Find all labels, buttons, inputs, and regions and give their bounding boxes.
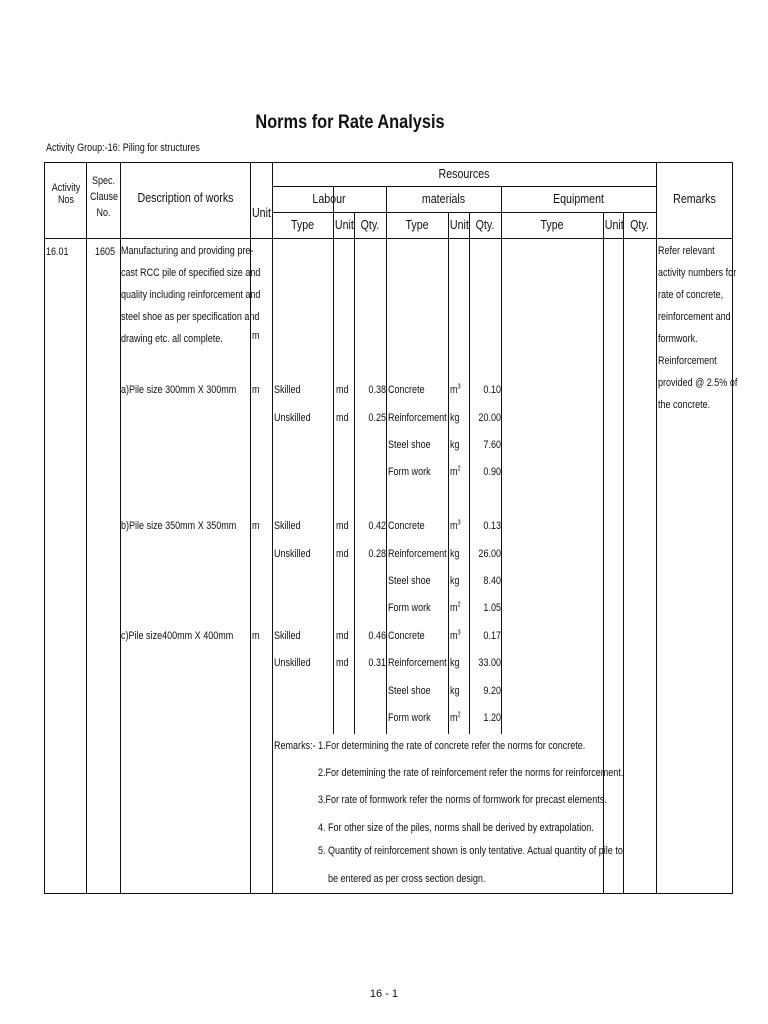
item-unit: m	[252, 520, 260, 532]
labour-type: Skilled	[274, 520, 301, 532]
remarks-line: rate of concrete,	[658, 289, 724, 301]
grid-line	[272, 186, 656, 187]
grid-line	[501, 186, 502, 734]
header-equipment-type: Type	[540, 217, 564, 232]
note-line: 5. Quantity of reinforcement shown is only tentative. Actual quantity of pile to	[318, 845, 623, 857]
header-text: Nos	[57, 194, 75, 206]
material-unit: kg	[450, 439, 460, 451]
header-material-type: Type	[405, 217, 429, 232]
material-qty: 0.10	[483, 384, 501, 396]
grid-line	[86, 162, 87, 894]
grid-line	[44, 238, 733, 239]
item-unit: m	[252, 630, 260, 642]
material-qty: 0.13	[483, 520, 501, 532]
material-qty: 1.20	[483, 712, 501, 724]
unit-exponent: 2	[457, 601, 461, 609]
header-equipment-qty: Qty.	[630, 217, 649, 232]
grid-line	[656, 162, 657, 894]
grid-line	[603, 212, 604, 894]
labour-type: Skilled	[274, 384, 301, 396]
header-labour-type: Type	[290, 217, 315, 232]
material-unit: kg	[450, 575, 460, 587]
material-unit	[450, 712, 461, 724]
material-unit: kg	[450, 657, 460, 669]
activity-remarks	[658, 240, 755, 416]
activity-description	[121, 240, 291, 350]
material-type: Form work	[388, 712, 431, 724]
material-qty: 8.40	[483, 575, 501, 587]
unit-exponent: 2	[457, 711, 461, 719]
material-type: Reinforcement	[388, 548, 447, 560]
header-spec-clause	[90, 175, 117, 219]
note-line: be entered as per cross section design.	[328, 873, 486, 885]
header-remarks: Remarks	[673, 191, 716, 206]
grid-line	[448, 212, 449, 734]
item-unit: m	[252, 384, 260, 396]
material-type: Concrete	[388, 520, 425, 532]
labour-qty: 0.31	[368, 657, 386, 669]
item-description: c)Pile size400mm X 400mm	[121, 630, 234, 642]
material-unit	[450, 466, 461, 478]
grid-line	[272, 212, 656, 213]
labour-qty: 0.46	[368, 630, 386, 642]
material-unit: kg	[450, 412, 460, 424]
material-unit	[450, 520, 461, 532]
header-materials: materials	[421, 191, 466, 206]
labour-type: Unskilled	[274, 412, 311, 424]
labour-qty: 0.42	[368, 520, 386, 532]
material-type: Steel shoe	[388, 439, 431, 451]
material-qty: 9.20	[483, 685, 501, 697]
labour-qty: 0.28	[368, 548, 386, 560]
labour-type: Unskilled	[274, 657, 311, 669]
material-unit	[450, 630, 461, 642]
labour-type: Skilled	[274, 630, 301, 642]
material-unit-text: m	[450, 712, 458, 724]
remarks-line: provided @ 2.5% of	[658, 377, 738, 389]
header-labour: Labour	[312, 191, 346, 206]
material-unit: kg	[450, 548, 460, 560]
header-equipment-unit: Unit	[604, 217, 624, 232]
unit-exponent: 3	[457, 383, 461, 391]
material-unit	[450, 384, 461, 396]
header-material-unit: Unit	[449, 217, 469, 232]
material-unit-text: m	[450, 384, 458, 396]
material-unit: kg	[450, 685, 460, 697]
activity-nos: 16.01	[46, 246, 69, 258]
description-line: drawing etc. all complete.	[121, 333, 223, 345]
labour-unit: md	[336, 630, 349, 642]
description-line: steel shoe as per specification and	[121, 311, 260, 323]
unit-exponent: 3	[457, 629, 461, 637]
header-text: Spec.	[91, 175, 116, 187]
labour-unit: md	[336, 657, 349, 669]
header-text: Activity	[51, 182, 81, 194]
item-description: a)Pile size 300mm X 300mm	[121, 384, 237, 396]
labour-unit: md	[336, 384, 349, 396]
material-qty: 7.60	[483, 439, 501, 451]
unit-exponent: 2	[457, 465, 461, 473]
labour-unit: md	[336, 520, 349, 532]
material-unit-text: m	[450, 630, 458, 642]
grid-line	[386, 186, 387, 734]
material-qty: 0.90	[483, 466, 501, 478]
page-number: 16 - 1	[369, 988, 399, 1000]
material-type: Form work	[388, 602, 431, 614]
material-unit-text: m	[450, 466, 458, 478]
grid-line	[623, 212, 624, 894]
header-activity-nos	[50, 182, 83, 206]
header-resources: Resources	[438, 166, 490, 181]
material-unit-text: m	[450, 602, 458, 614]
material-unit-text: m	[450, 520, 458, 532]
grid-line	[333, 186, 334, 734]
item-description: b)Pile size 350mm X 350mm	[121, 520, 237, 532]
activity-clause: 1605	[95, 246, 116, 258]
description-line: quality including reinforcement and	[121, 289, 261, 301]
material-type: Steel shoe	[388, 575, 431, 587]
activity-unit: m	[252, 330, 260, 342]
material-qty: 26.00	[478, 548, 501, 560]
labour-unit: md	[336, 412, 349, 424]
description-line: Manufacturing and providing pre-	[121, 245, 254, 257]
remarks-line: Refer relevant	[658, 245, 715, 257]
remarks-line: Reinforcement	[658, 355, 717, 367]
material-unit	[450, 602, 461, 614]
labour-unit: md	[336, 548, 349, 560]
page-title: Norms for Rate Analysis	[255, 112, 445, 133]
header-material-qty: Qty.	[475, 217, 495, 232]
header-text: No.	[96, 207, 111, 219]
labour-qty: 0.25	[368, 412, 386, 424]
remarks-line: the concrete.	[658, 399, 711, 411]
material-qty: 20.00	[478, 412, 501, 424]
material-type: Concrete	[388, 384, 425, 396]
header-labour-unit: Unit	[334, 217, 354, 232]
activity-group: Activity Group:-16: Piling for structures	[46, 142, 200, 154]
labour-qty: 0.38	[368, 384, 386, 396]
note-line: 3.For rate of formwork refer the norms of formwork for precast elements.	[318, 794, 607, 806]
unit-exponent: 3	[457, 519, 461, 527]
material-qty: 1.05	[483, 602, 501, 614]
material-type: Steel shoe	[388, 685, 431, 697]
header-unit: Unit	[251, 205, 271, 220]
header-equipment: Equipment	[553, 191, 604, 206]
note-line: 2.For detemining the rate of reinforcement refer the norms for reinforcement.	[318, 767, 624, 779]
grid-line	[354, 212, 355, 734]
labour-type: Unskilled	[274, 548, 311, 560]
header-labour-qty: Qty.	[360, 217, 380, 232]
remarks-line: activity numbers for	[658, 267, 737, 279]
material-qty: 33.00	[478, 657, 501, 669]
material-type: Reinforcement	[388, 412, 447, 424]
description-line: cast RCC pile of specified size and	[121, 267, 261, 279]
note-line: 4. For other size of the piles, norms shall be derived by extrapolation.	[318, 822, 594, 834]
material-type: Reinforcement	[388, 657, 447, 669]
material-type: Form work	[388, 466, 431, 478]
remarks-line: formwork.	[658, 333, 698, 345]
material-type: Concrete	[388, 630, 425, 642]
material-qty: 0.17	[483, 630, 501, 642]
header-text: Clause	[89, 191, 119, 203]
header-description: Description of works	[137, 190, 234, 205]
remarks-line: reinforcement and	[658, 311, 731, 323]
note-line: Remarks:- 1.For determining the rate of concrete refer the norms for concrete.	[274, 740, 586, 752]
